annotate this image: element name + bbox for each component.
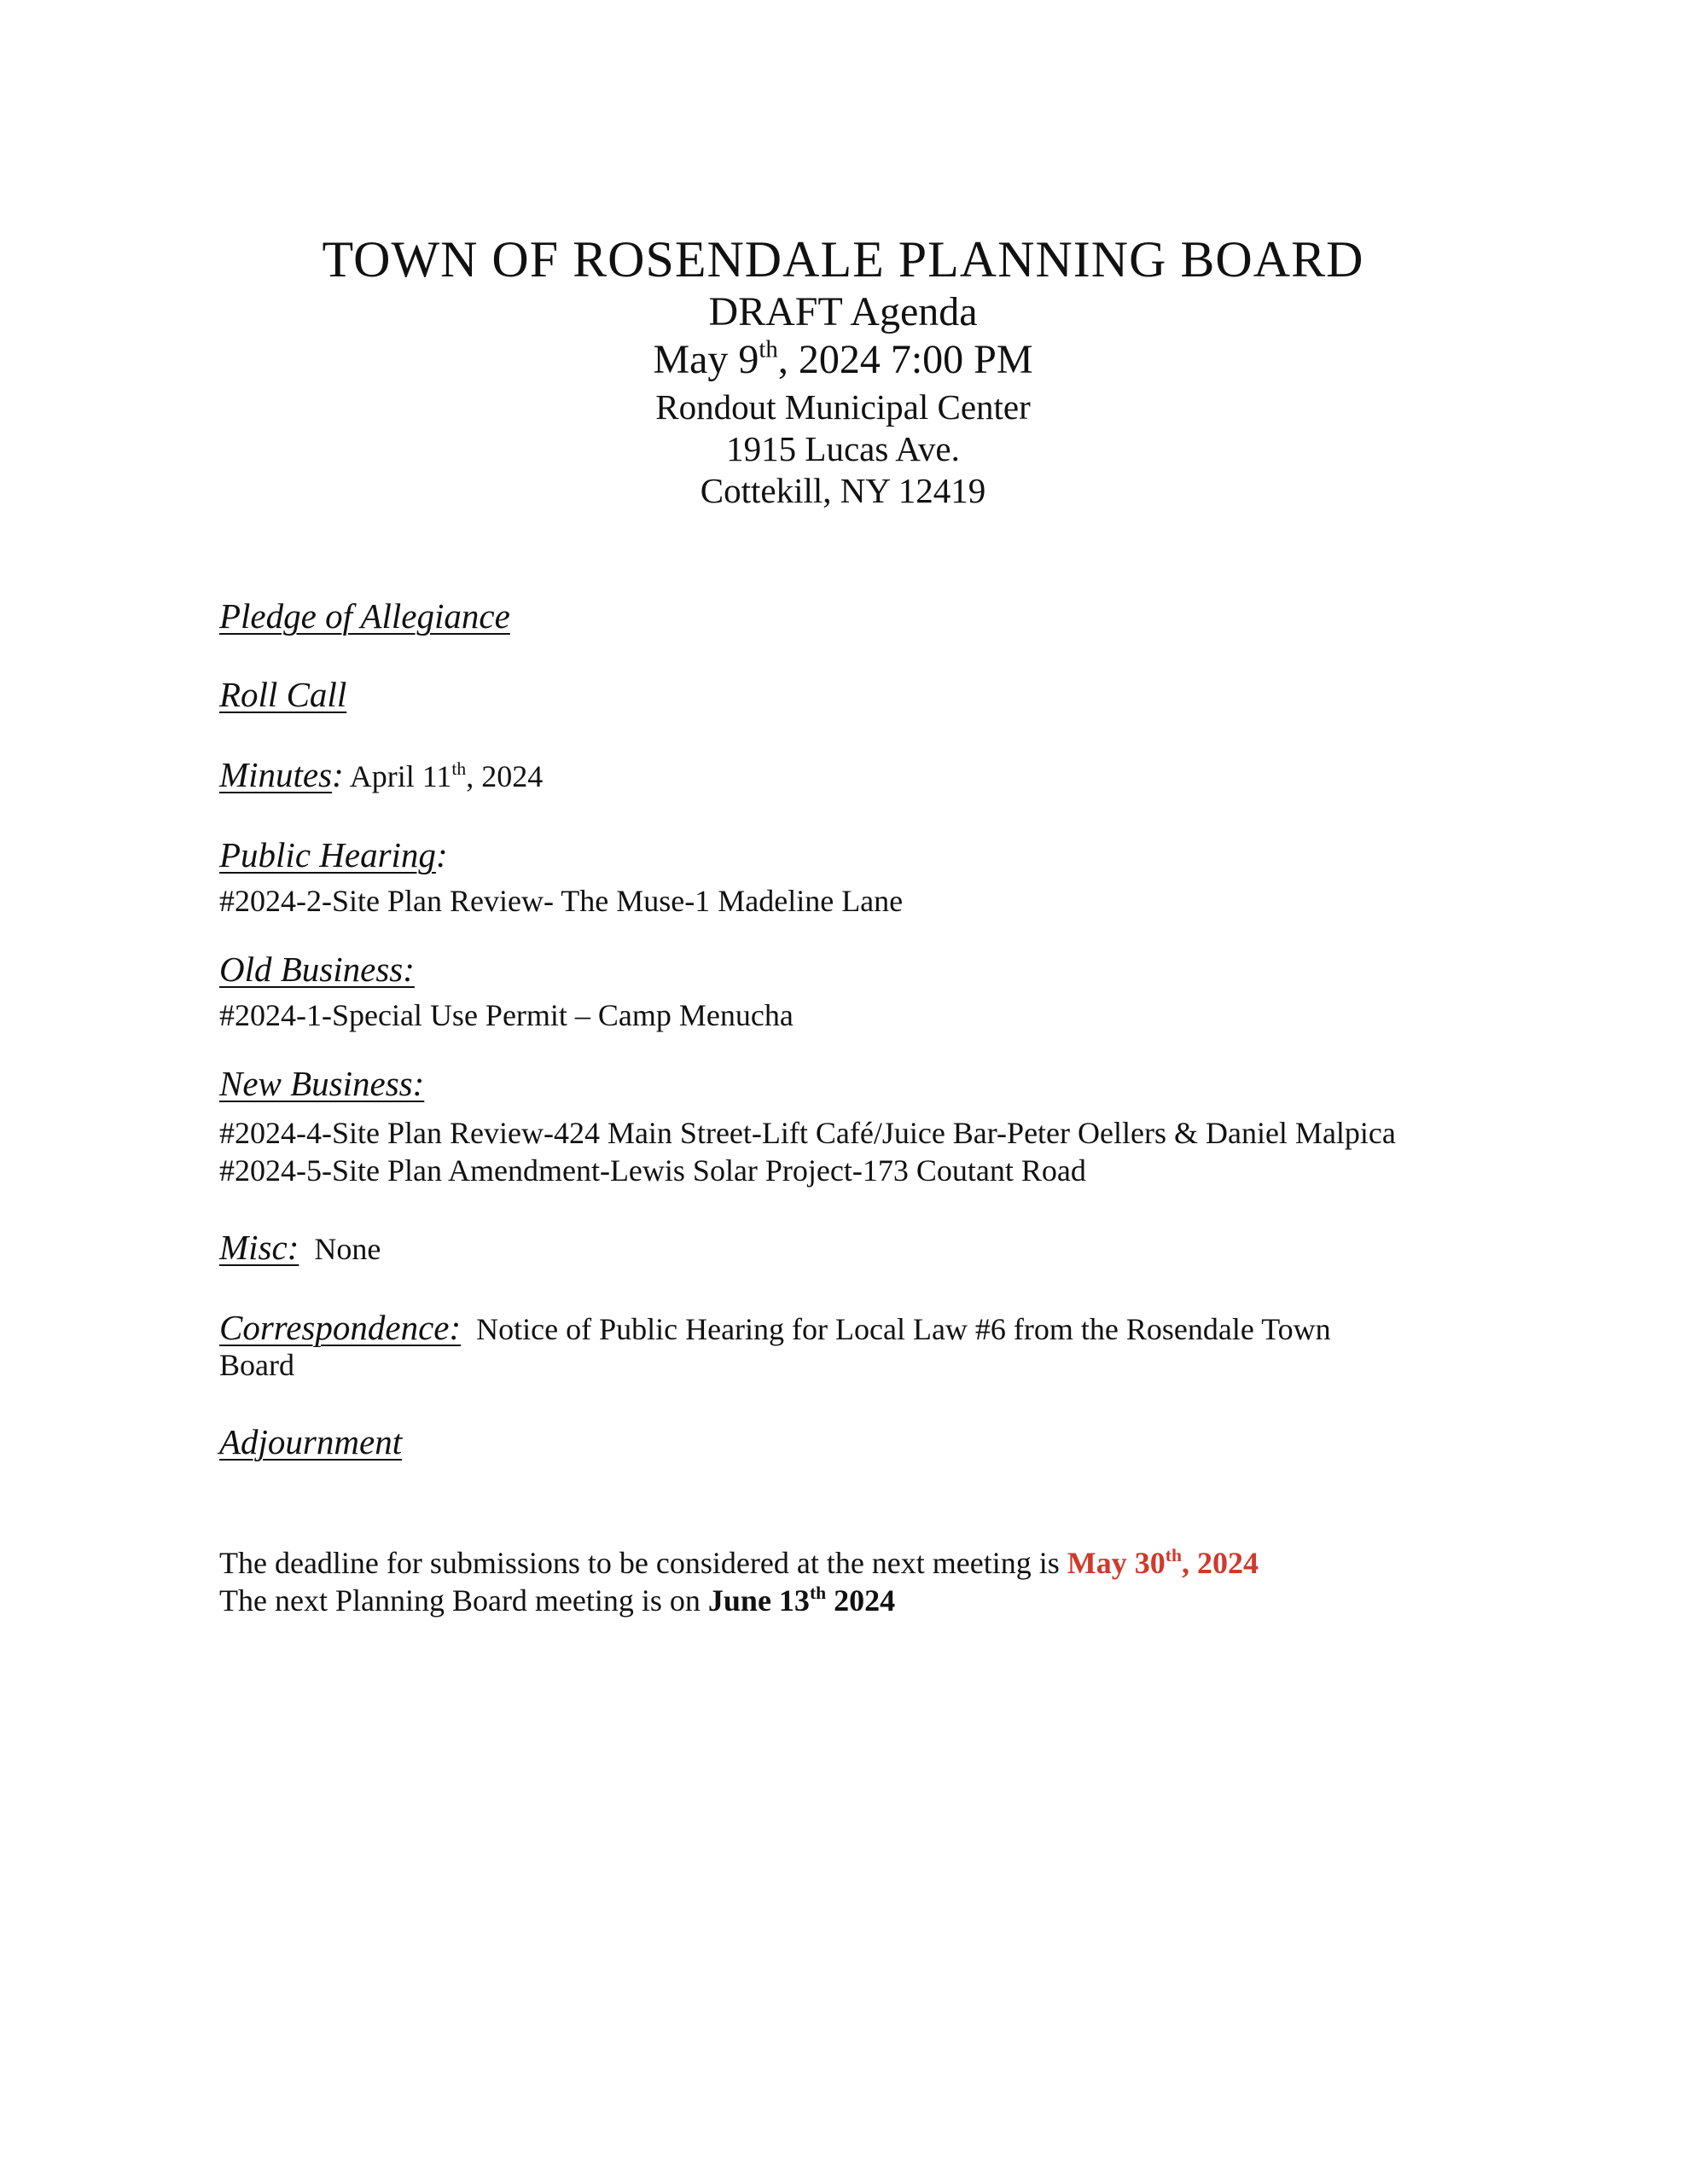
next-meeting-date-rest: 2024 xyxy=(826,1583,896,1618)
correspondence-value: Notice of Public Hearing for Local Law #6 from the Rosendale Town xyxy=(476,1312,1331,1346)
meeting-venue: Rondout Municipal Center xyxy=(655,387,1031,427)
section-pledge xyxy=(219,597,510,636)
pledge-heading: Pledge of Allegiance xyxy=(219,596,510,636)
misc-heading: Misc: xyxy=(219,1228,299,1267)
old-business-item: #2024-1-Special Use Permit – Camp Menucha xyxy=(219,998,794,1032)
minutes-date-ordinal: th xyxy=(451,758,467,779)
meeting-date-rest: , 2024 7:00 PM xyxy=(777,337,1033,382)
section-new-business xyxy=(219,1065,424,1104)
correspondence-heading: Correspondence: xyxy=(219,1308,462,1347)
minutes-date-main: April 11 xyxy=(343,759,452,793)
section-public-hearing xyxy=(219,836,448,875)
deadline-text: The deadline for submissions to be considered at the next meeting is xyxy=(219,1546,1067,1580)
meeting-date-ordinal: th xyxy=(759,335,778,363)
deadline-date-rest: , 2024 xyxy=(1181,1546,1259,1580)
minutes-heading: Minutes xyxy=(219,755,333,794)
next-meeting-text: The next Planning Board meeting is on xyxy=(219,1583,708,1618)
meeting-date xyxy=(0,334,1686,386)
minutes-separator: : xyxy=(332,755,344,794)
next-meeting-date xyxy=(708,1583,895,1618)
next-meeting xyxy=(219,1582,895,1619)
misc-value: None xyxy=(314,1232,381,1266)
section-adjournment xyxy=(219,1423,402,1462)
venue-street: 1915 Lucas Ave. xyxy=(726,429,960,468)
organization-title: TOWN OF ROSENDALE PLANNING BOARD xyxy=(322,231,1364,288)
new-business-item: #2024-5-Site Plan Amendment-Lewis Solar Project-173 Coutant Road xyxy=(219,1153,1086,1188)
new-business-item: #2024-4-Site Plan Review-424 Main Street-Lift Café/Juice Bar-Peter Oellers & Daniel Malpica xyxy=(219,1116,1396,1150)
new-business-heading: New Business: xyxy=(219,1064,425,1103)
document-title: DRAFT Agenda xyxy=(708,289,978,334)
public-hearing-item: #2024-2-Site Plan Review- The Muse-1 Madeline Lane xyxy=(219,884,904,918)
meeting-date-main: May 9 xyxy=(653,337,759,382)
venue-city: Cottekill, NY 12419 xyxy=(700,471,986,510)
section-misc xyxy=(219,1228,381,1268)
section-correspondence xyxy=(219,1309,1331,1348)
correspondence-value-continued: Board xyxy=(219,1348,294,1382)
section-minutes xyxy=(219,756,543,795)
old-business-heading: Old Business: xyxy=(219,950,415,989)
minutes-date-rest: , 2024 xyxy=(466,759,544,793)
deadline-date-main: May 30 xyxy=(1067,1546,1166,1580)
next-meeting-date-ordinal: th xyxy=(809,1582,827,1603)
adjournment-heading: Adjournment xyxy=(219,1422,403,1461)
section-roll-call xyxy=(219,676,346,715)
section-old-business xyxy=(219,950,415,990)
roll-call-heading: Roll Call xyxy=(219,675,347,714)
public-hearing-heading: Public Hearing xyxy=(219,835,436,874)
deadline-date xyxy=(1067,1546,1259,1580)
next-meeting-date-main: June 13 xyxy=(707,1583,810,1618)
submission-deadline xyxy=(219,1544,1259,1582)
public-hearing-separator: : xyxy=(435,835,448,874)
deadline-date-ordinal: th xyxy=(1165,1544,1182,1565)
